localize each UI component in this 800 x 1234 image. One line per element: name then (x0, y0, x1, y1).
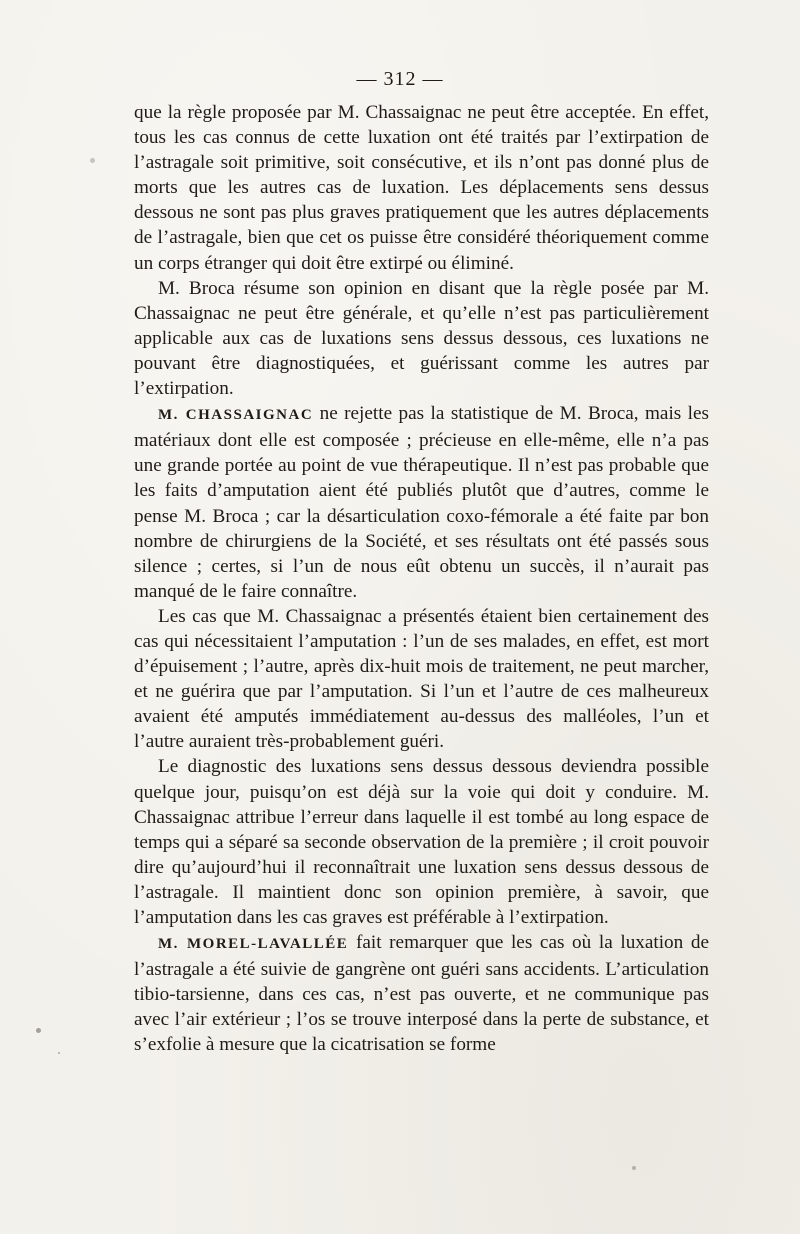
paragraph-1-text: que la règle proposée par M. Chassaignac ne peut être acceptée. En effet, tous les cas connus de cette luxation ont été traités par l’extirpation de l’astragale soit primitive, soit consécutive, et ils n’ont pas donné plus de morts que les autres cas de luxation. Les déplacements sens dessus dessous ne sont pas plus graves pratiquement que les autres déplacements de l’astragale, bien que cet os puisse être considéré théoriquement comme un corps étranger qui doit être extirpé ou éliminé. (134, 102, 709, 274)
paragraph-5-text: Le diagnostic des luxations sens dessus dessous deviendra possible quelque jour, puisqu’on est déjà sur la voie qui doit y conduire. M. Chassaignac attribue l’erreur dans laquelle il est tombé au long espace de temps qui a séparé sa seconde observation de la première ; il croit pouvoir dire qu’aujourd’hui il reconnaîtrait une luxation sens dessus dessous de l’astragale. Il maintient donc son opinion première, à savoir, que l’amputation dans les cas graves est préférable à l’extirpation. (134, 756, 709, 928)
speaker-name: M. MOREL-LAVALLÉE (158, 936, 349, 953)
paragraph-5 (134, 754, 709, 930)
paper-speck (58, 1052, 60, 1054)
paragraph-6 (134, 930, 709, 1057)
paper-speck (632, 1166, 636, 1170)
paragraph-2-text: M. Broca résume son opinion en disant que la règle posée par M. Chassaignac ne peut être générale, et qu’elle n’est pas particulièrement applicable aux cas de luxations sens dessus dessous, ces luxations ne pouvant être diagnostiquées, et guérissant comme les autres par l’extirpation. (134, 277, 709, 400)
paragraph-3-text: ne rejette pas la statistique de M. Broca, mais les matériaux dont elle est composée ; précieuse en elle-même, elle n’a pas une grande portée au point de vue thérapeutique. Il n’est pas probable que les faits d’amputation aient été publiés plutôt que d’autres, comme le pense M. Broca ; car la désarticulation coxo-fémorale a été faite par bon nombre de chirurgiens de la Société, et ses résultats ont été passés sous silence ; certes, si l’un de nous eût obtenu un succès, il n’aurait pas manqué de le faire connaître. (134, 403, 709, 602)
paragraph-2 (134, 276, 709, 401)
paragraph-1 (134, 100, 709, 276)
paper-speck (36, 1028, 41, 1033)
paper-speck (90, 158, 95, 163)
paragraph-6-text: fait remarquer que les cas où la luxation de l’astragale a été suivie de gangrène ont guéri sans accidents. L’articulation tibio-tarsienne, dans ces cas, n’est pas ouverte, et ne communique pas avec l’air extérieur ; l’os se trouve interposé dans la perte de substance, et s’exfolie à mesure que la cicatrisation se forme (134, 932, 709, 1056)
paragraph-4-text: Les cas que M. Chassaignac a présentés étaient bien certainement des cas qui nécessitaient l’amputation : l’un de ses malades, en effet, est mort d’épuisement ; l’autre, après dix-huit mois de traitement, ne peut marcher, et ne guérira que par l’amputation. Si l’un et l’autre de ces malheureux avaient été amputés immédiatement au-dessus des malléoles, l’un et l’autre auraient très-probablement guéri. (134, 605, 709, 753)
speaker-name: M. CHASSAIGNAC (158, 407, 314, 424)
page-number: — 312 — (356, 68, 444, 90)
paragraph-3 (134, 401, 709, 604)
body-text (134, 100, 709, 1058)
paragraph-4 (134, 604, 709, 755)
